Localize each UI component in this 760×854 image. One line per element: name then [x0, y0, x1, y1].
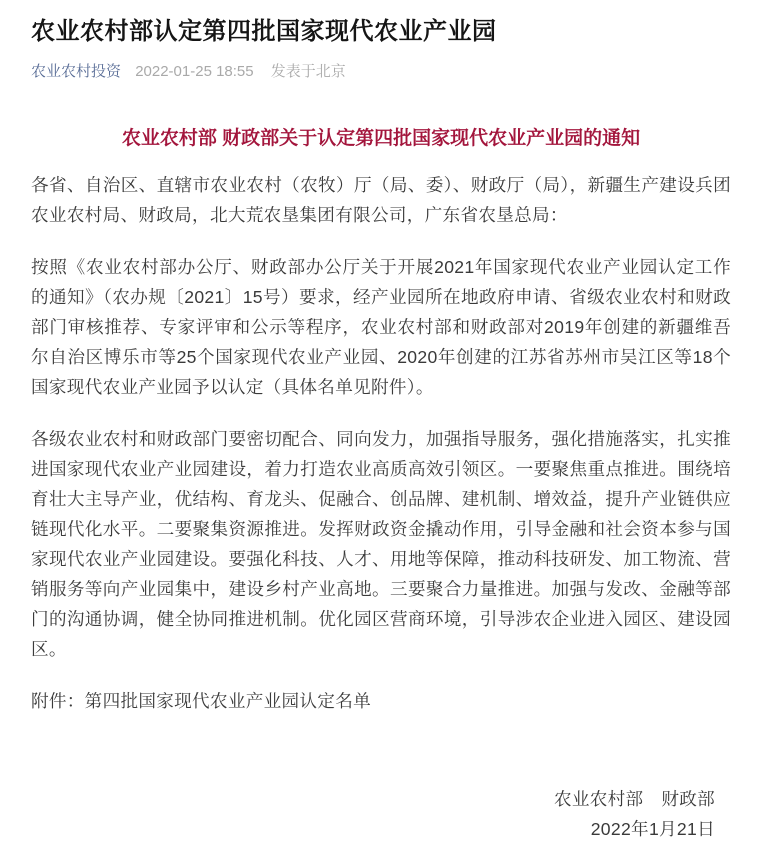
article-content	[31, 125, 731, 844]
paragraph-recognition-decision: 按照《农业农村部办公厅、财政部办公厅关于开展2021年国家现代农业产业园认定工作的通知》（农办规〔2021〕15号）要求，经产业园所在地政府申请、省级农业农村和财政部门审核推荐、专家评审和公示等程序，农业农村部和财政部对2019年创建的新疆维吾尔自治区博乐市等25个国家现代农业产业园、2020年创建的江苏省苏州市吴江区等18个国家现代农业产业园予以认定（具体名单见附件）。	[31, 257, 731, 397]
paragraph-recipients: 各省、自治区、直辖市农业农村（农牧）厅（局、委）、财政厅（局），新疆生产建设兵团农业农村局、财政局，北大荒农垦集团有限公司，广东省农垦总局：	[31, 175, 731, 225]
signature-block	[31, 784, 731, 844]
paragraph-work-requirements: 各级农业农村和财政部门要密切配合、同向发力，加强指导服务，强化措施落实，扎实推进国家现代农业产业园建设，着力打造农业高质高效引领区。一要聚焦重点推进。围绕培育壮大主导产业，优结构、育龙头、促融合、创品牌、建机制、增效益，提升产业链供应链现代化水平。二要聚集资源推进。发挥财政资金撬动作用，引导金融和社会资本参与国家现代农业产业园建设。要强化科技、人才、用地等保障，推动科技研发、加工物流、营销服务等向产业园集中，建设乡村产业高地。三要聚合力量推进。加强与发改、金融等部门的沟通协调，健全协同推进机制。优化园区营商环境，引导涉农企业进入园区、建设园区。	[31, 429, 731, 659]
account-name-link[interactable]: 农业农村投资	[31, 63, 122, 80]
byline	[31, 61, 731, 82]
signature-org: 农业农村部 财政部	[553, 789, 715, 809]
article-title: 农业农村部认定第四批国家现代农业产业园	[31, 18, 497, 45]
attachment-line: 附件：第四批国家现代农业产业园认定名单	[31, 691, 371, 711]
publish-timestamp: 2022-01-25 18:55	[135, 63, 254, 80]
publish-location: 发表于北京	[270, 63, 346, 80]
signature-date: 2022年1月21日	[590, 819, 715, 839]
notice-title: 农业农村部 财政部关于认定第四批国家现代农业产业园的通知	[121, 128, 641, 149]
